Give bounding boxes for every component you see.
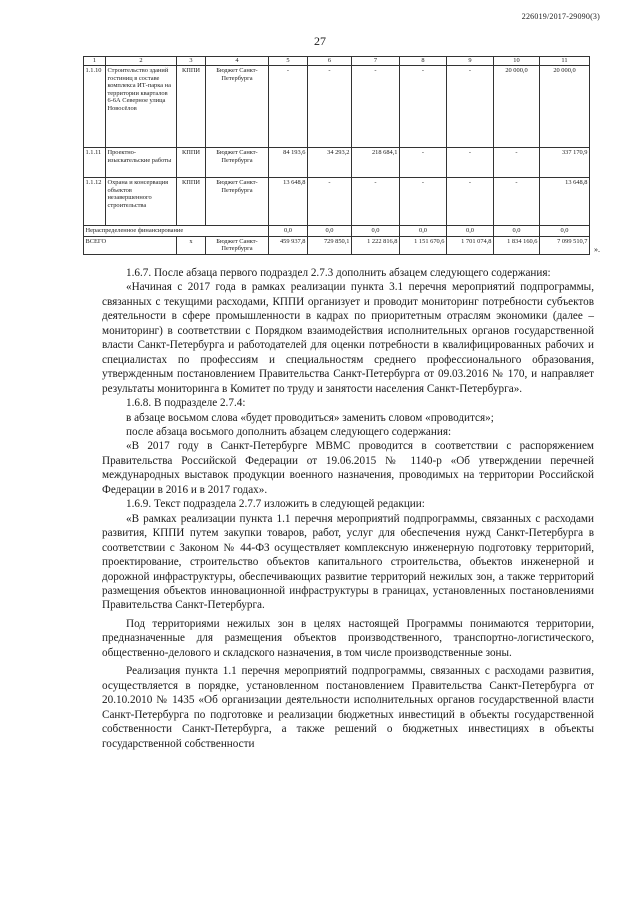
value-cell: - <box>447 148 494 178</box>
row-name: Проектно-изыскательские работы <box>106 148 177 178</box>
table-header-cell: 2 <box>106 57 177 66</box>
paragraph: 1.6.7. После абзаца первого подраздел 2.7.3 дополнить абзацем следующего содержания: <box>126 267 551 279</box>
table-header-cell: 10 <box>494 57 540 66</box>
table-header-row <box>84 57 590 66</box>
value-cell: 218 684,1 <box>352 148 400 178</box>
value-cell: - <box>269 66 308 148</box>
value-cell: 13 648,8 <box>269 178 308 226</box>
value-cell: 0,0 <box>447 226 494 237</box>
paragraph: 1.6.9. Текст подраздела 2.7.7 изложить в следующей редакции: <box>126 498 425 511</box>
table-header-cell: 7 <box>352 57 400 66</box>
value-cell: - <box>308 178 352 226</box>
document-body <box>102 266 594 751</box>
total-value: 729 850,1 <box>308 236 352 254</box>
table-header-cell: 1 <box>84 57 106 66</box>
value-cell: 0,0 <box>400 226 447 237</box>
value-cell: - <box>400 66 447 148</box>
undistributed-row <box>84 226 590 237</box>
table-header-cell: 4 <box>206 57 269 66</box>
value-cell: 0,0 <box>269 226 308 237</box>
value-cell: - <box>494 148 540 178</box>
paragraph: «В рамках реализации пункта 1.1 перечня мероприятий подпрограммы, связанных с расходами развития, КППИ путем закупки товаров, работ, услуг для обеспечения нужд Санкт-Петербурга в соответствии с Законом № 44-ФЗ осуществляет комплексную инженерную подготовку территорий, проектирование, строительство объектов капитального строительства, объектов инженерной и дорожной инфраструктуры, обеспечивающих развитие территорий нежилых зон, а также территорий размещения объектов инновационной инфраструктуры в границах, установленных постановлениями Правительства Санкт-Петербурга. <box>102 512 594 612</box>
row-executor: КППИ <box>177 148 206 178</box>
paragraph: в абзаце восьмом слова «будет проводиться» заменить словом «проводится»; <box>126 411 494 424</box>
total-executor: х <box>177 236 206 254</box>
value-cell: 13 648,8 <box>540 178 590 226</box>
value-cell: 20 000,0 <box>540 66 590 148</box>
total-label: ВСЕГО <box>84 236 177 254</box>
paragraph: «Начиная с 2017 года в рамках реализации пункта 3.1 перечня мероприятий подпрограммы, связанных с текущими расходами, КППИ организует и проводит мониторинг потребности субъектов деятельности в сфере промышленности в кадрах по приоритетным отраслям экономики (далее – мониторинг) в соответствии с Порядком взаимодействия исполнительных органов государственной власти Санкт-Петербурга и работодателей для оценки потребности в квалифицированных рабочих и специалистах по профессиям и специальностям среднего профессионального образования, утвержденным постановлением Правительства Санкт-Петербурга от 09.03.2016 № 170, и направляет результаты мониторинга в Комитет по труду и занятости населения Санкт-Петербурга». <box>102 281 594 395</box>
total-row <box>84 236 590 254</box>
paragraph: «В 2017 году в Санкт-Петербурге МВМС проводится в соответствии с распоряжением Правительства Российской Федерации от 19.06.2015 № 1140-р «Об утверждении перечней международных выставок продукции военного назначения, проводимых на территории Российской Федерации в 2016 и в 2017 годах». <box>102 440 594 496</box>
total-value: 1 834 160,6 <box>494 236 540 254</box>
total-value: 7 099 510,7 <box>540 236 590 254</box>
paragraph: после абзаца восьмого дополнить абзацем следующего содержания: <box>126 425 452 438</box>
total-value: 1 222 816,8 <box>352 236 400 254</box>
row-source: Бюджет Санкт-Петербурга <box>206 178 269 226</box>
value-cell: 84 193,6 <box>269 148 308 178</box>
total-value: 1 151 670,6 <box>400 236 447 254</box>
row-number: 1.1.11 <box>84 148 106 178</box>
document-number: 226019/2017-29090(3) <box>521 12 600 21</box>
total-value: 459 937,8 <box>269 236 308 254</box>
table-closing-quote: ». <box>594 245 600 254</box>
table-row <box>84 148 590 178</box>
value-cell: 20 000,0 <box>494 66 540 148</box>
total-source: Бюджет Санкт-Петербурга <box>206 236 269 254</box>
row-executor: КППИ <box>177 66 206 148</box>
value-cell: 337 170,9 <box>540 148 590 178</box>
table-header-cell: 9 <box>447 57 494 66</box>
table-header-cell: 5 <box>269 57 308 66</box>
value-cell: - <box>447 66 494 148</box>
value-cell: - <box>447 178 494 226</box>
table-row <box>84 178 590 226</box>
funding-table <box>83 56 590 255</box>
value-cell: 0,0 <box>308 226 352 237</box>
value-cell: 0,0 <box>494 226 540 237</box>
undistributed-label: Нераспределенное финансирование <box>84 226 269 237</box>
value-cell: - <box>494 178 540 226</box>
value-cell: 34 293,2 <box>308 148 352 178</box>
row-name: Охрана и консервация объектов незавершенного строительства <box>106 178 177 226</box>
table-header-cell: 8 <box>400 57 447 66</box>
row-name: Строительство зданий гостиниц в составе комплекса ИТ-парка на территории кварталов 6-6А Северное улица Новосёлов <box>106 66 177 148</box>
value-cell: 0,0 <box>352 226 400 237</box>
paragraph: Реализация пункта 1.1 перечня мероприятий подпрограммы, связанных с расходами развития, осуществляется в порядке, установленном постановлением Правительства Санкт-Петербурга от 20.10.2010 № 1435 «Об организации деятельности исполнительных органов государственной власти Санкт-Петербурга по подготовке и реализации бюджетных инвестиций в объекты государственной собственности Санкт-Петербурга, а также решений о бюджетных инвестициях в объекты государственной собственности <box>102 665 594 750</box>
value-cell: - <box>400 178 447 226</box>
table-header-cell: 3 <box>177 57 206 66</box>
value-cell: - <box>352 66 400 148</box>
paragraph: Под территориями нежилых зон в целях настоящей Программы понимаются территории, предназначенные для размещения объектов производственного, транспортно-логистического, общественно-делового и складского назначения, в том числе производственные зоны. <box>102 617 594 659</box>
value-cell: - <box>352 178 400 226</box>
table-header-cell: 6 <box>308 57 352 66</box>
table-row <box>84 66 590 148</box>
table-header-cell: 11 <box>540 57 590 66</box>
paragraph: 1.6.8. В подразделе 2.7.4: <box>126 397 246 410</box>
value-cell: - <box>400 148 447 178</box>
row-executor: КППИ <box>177 178 206 226</box>
total-value: 1 701 074,8 <box>447 236 494 254</box>
row-number: 1.1.10 <box>84 66 106 148</box>
row-source: Бюджет Санкт-Петербурга <box>206 148 269 178</box>
page-number: 27 <box>314 34 326 48</box>
row-number: 1.1.12 <box>84 178 106 226</box>
value-cell: 0,0 <box>540 226 590 237</box>
row-source: Бюджет Санкт-Петербурга <box>206 66 269 148</box>
value-cell: - <box>308 66 352 148</box>
